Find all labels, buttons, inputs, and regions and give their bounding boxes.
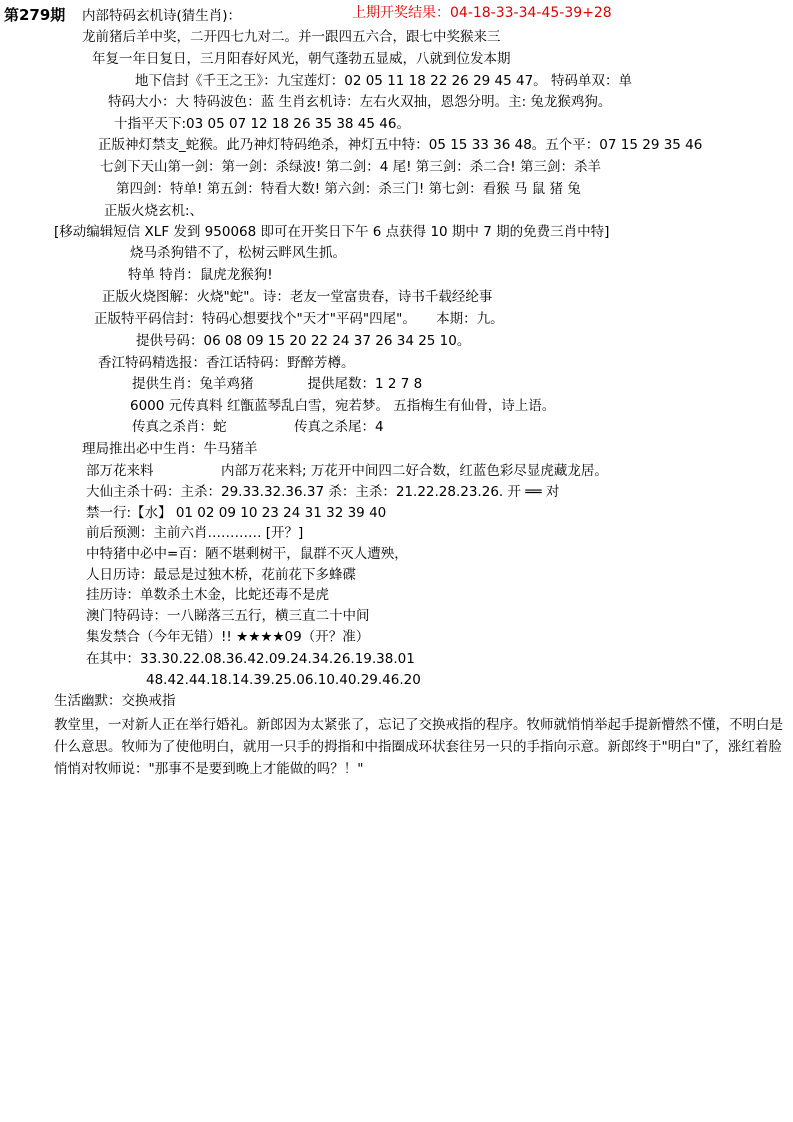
- hongkong-report: 香江特码精选报：香江话特码：野醉芳樽。: [98, 355, 355, 371]
- special-code-size: 特码大小：大 特码波色：蓝 生肖玄机诗：左右火双抽，恩怨分明。主: 兔龙猴鸡狗。: [108, 94, 612, 110]
- immortal-kill: 大仙主杀十码：主杀：29.33.32.36.37 杀：主杀：21.22.28.23.26. 开 ══ 对: [86, 484, 560, 500]
- sms-promo: [移动编辑短信 XLF 发到 950068 即可在开奖日下午 6 点获得 10 期中 7 期的免费三肖中特]: [54, 224, 610, 240]
- pig-line: 中特猪中必中=百：陋不堪剩树干，鼠群不灭人遭殃，: [86, 546, 408, 562]
- fire-mystery-title: 正版火烧玄机:、: [104, 203, 204, 219]
- macau-poem: 澳门特码诗：一八睇落三五行，横三直二十中间: [86, 608, 370, 624]
- special-flat-letter: 正版特平码信封：特码心想要找个"天才"平码"四尾"。 本期：九。: [94, 311, 504, 327]
- provided-numbers: 提供号码：06 08 09 15 20 22 24 37 26 34 25 10。: [136, 333, 471, 349]
- underground-letter: 地下信封《千王之王》：九宝莲灯：02 05 11 18 22 26 29 45 47。 特码单双：单: [135, 73, 632, 89]
- forbidden-row: 禁一行:【水】 01 02 09 10 23 24 31 32 39 40: [86, 505, 387, 521]
- provided-zodiac: 提供生肖：兔羊鸡猪 提供尾数：1 2 7 8: [132, 376, 423, 392]
- page-title: 内部特码玄机诗(猜生肖)：: [82, 8, 242, 24]
- seven-swords-line-1: 七剑下天山第一剑：第一剑：杀绿波! 第二剑：4 尾! 第三剑：杀二合! 第三剑：杀羊: [100, 159, 601, 175]
- poem-line-1: 龙前猪后羊中奖，二开四七九对二。并一跟四五六合，跟七中奖猴来三: [82, 29, 501, 45]
- issue-number: 第279期: [4, 6, 66, 24]
- fax-material: 6000 元传真料 红甑蓝琴乱白雪，宛若梦。 五指梅生有仙骨，诗上语。: [130, 398, 556, 414]
- seven-swords-line-2: 第四剑：特单! 第五剑：特看大数! 第六剑：杀三门! 第七剑：看猴 马 鼠 猪 兔: [116, 181, 581, 197]
- humor-title: 生活幽默：交换戒指: [54, 693, 176, 709]
- fax-kill: 传真之杀肖：蛇 传真之杀尾：4: [132, 419, 384, 435]
- wall-calendar-poem: 挂历诗：单数杀土木金，比蛇还毒不是虎: [86, 587, 329, 603]
- fire-diagram: 正版火烧图解：火烧"蛇"。诗：老友一堂富贵春，诗书千载经纶事: [102, 289, 493, 305]
- magic-lamp-line: 正版神灯禁支_蛇猴。此乃神灯特码绝杀，神灯五中特：05 15 33 36 48。五个平：07 15 29 35 46: [98, 137, 703, 153]
- last-draw-result: 上期开奖结果：04-18-33-34-45-39+28: [352, 5, 612, 21]
- must-win-zodiac: 理局推出必中生肖：牛马猪羊: [82, 441, 258, 457]
- fire-poem: 烧马杀狗错不了，松树云畔风生抓。: [130, 245, 346, 261]
- numbers-line-1: 在其中：33.30.22.08.36.42.09.24.34.26.19.38.01: [86, 651, 415, 667]
- special-zodiac: 特单 特肖：鼠虎龙猴狗!: [128, 267, 273, 283]
- poem-line-2: 年复一年日复日，三月阳春好风光，朝气蓬勃五显威，八就到位发本期: [92, 51, 511, 67]
- jifa-line: 集发禁合（今年无错）!! ★★★★09（开？准）: [86, 629, 370, 645]
- front-back-prediction: 前后预测：主前六肖………… [开？]: [86, 525, 304, 541]
- ten-fingers-line: 十指平天下:03 05 07 12 18 26 35 38 45 46。: [114, 116, 410, 132]
- calendar-poem: 人日历诗：最忌是过独木桥，花前花下多蜂碟: [86, 567, 356, 583]
- wanhua-material: 部万花来料 内部万花来料; 万花开中间四二好合数，红蓝色彩尽显虎藏龙居。: [86, 463, 608, 479]
- humor-story: 教堂里，一对新人正在举行婚礼。新郎因为太紧张了，忘记了交换戒指的程序。牧师就悄悄举起手提新懵然不懂，不明白是什么意思。牧师为了使他明白，就用一只手的拇指和中指圈成环状套往另一只的手指向示意。新郎终于"明白"了，涨红着脸悄悄对牧师说："那事不是要到晚上才能做的吗？！": [54, 717, 783, 777]
- numbers-line-2: 48.42.44.18.14.39.25.06.10.40.29.46.20: [146, 672, 421, 688]
